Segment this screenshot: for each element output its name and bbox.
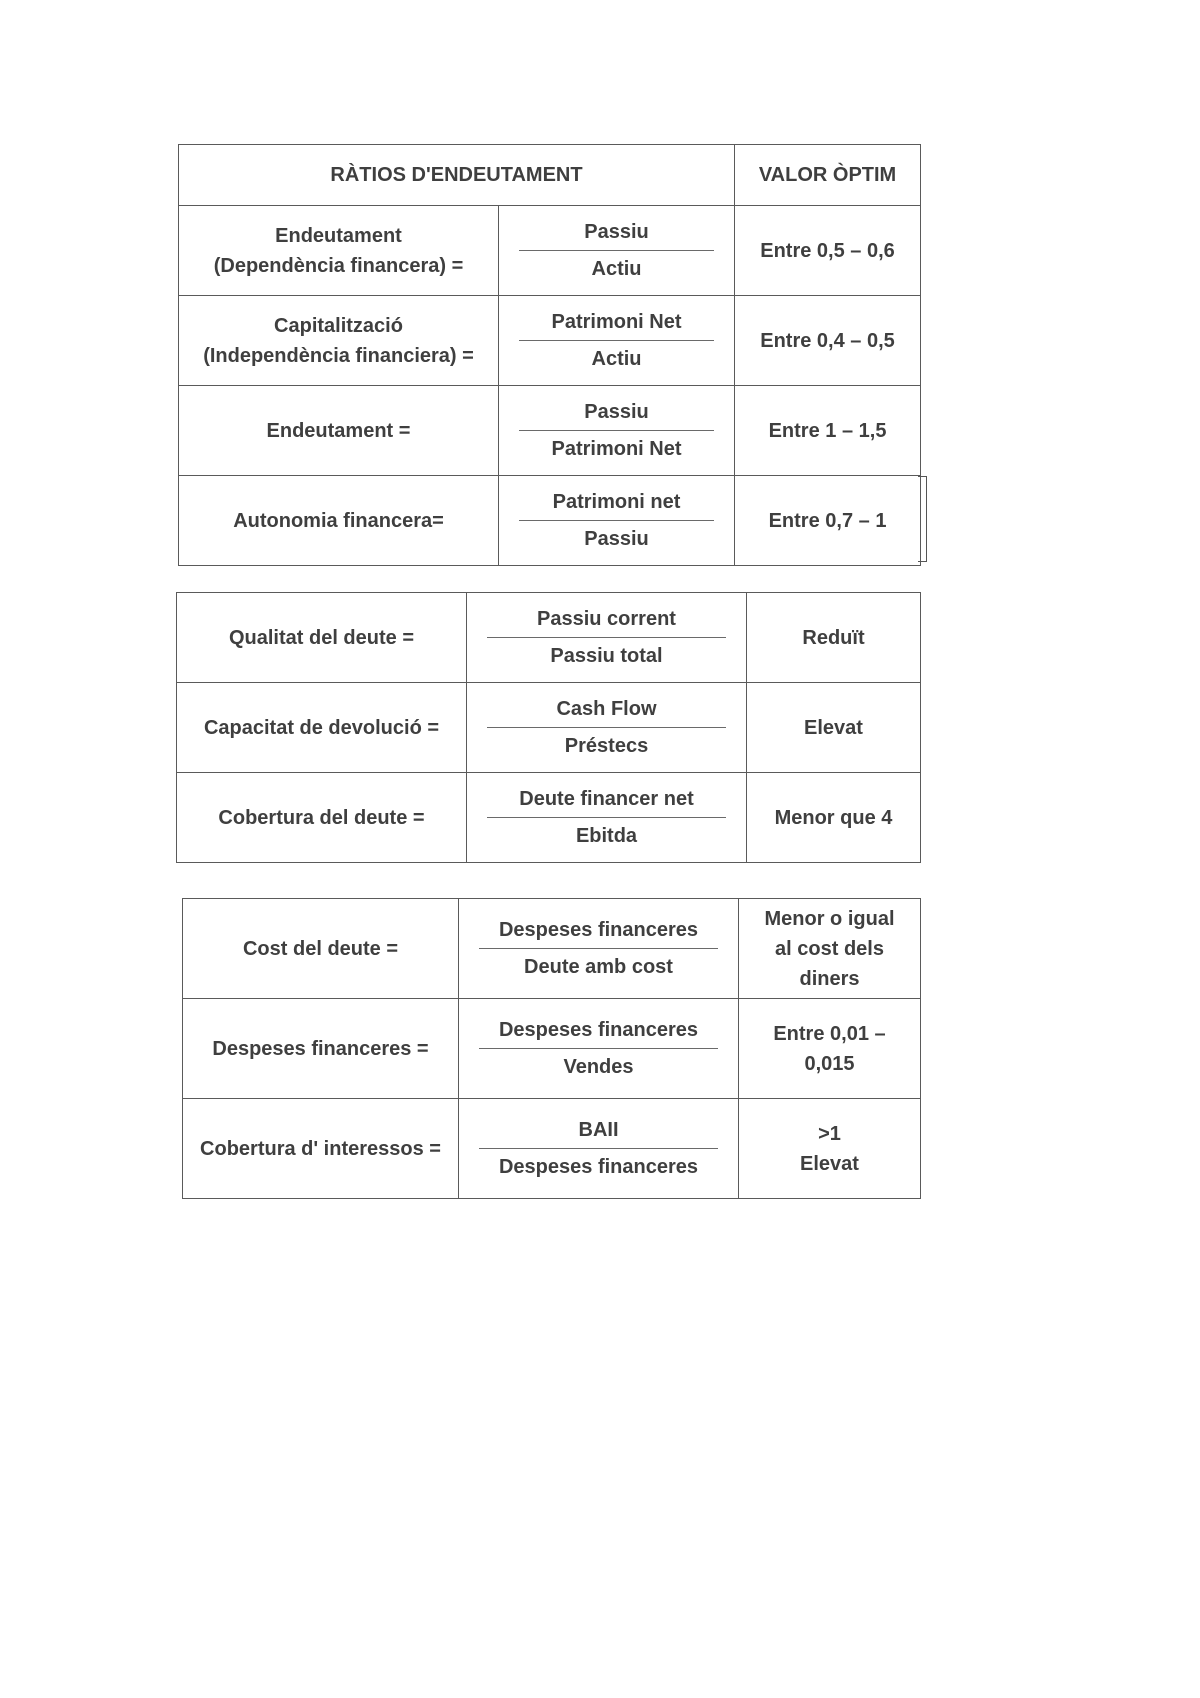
optimal-value [747, 683, 921, 773]
optimal-value-line: Entre 0,4 – 0,5 [760, 329, 895, 352]
ratio-label-line: Cobertura d' interessos = [200, 1137, 441, 1160]
optimal-value-line: >1 [818, 1122, 841, 1145]
table-row [183, 1099, 921, 1199]
ratio-label-line: Cobertura del deute = [218, 806, 425, 829]
fraction-denominator: Vendes [563, 1056, 634, 1078]
optimal-value-line: al cost dels [775, 937, 884, 960]
fraction-numerator: Patrimoni net [552, 491, 681, 513]
optimal-value-line: Elevat [804, 716, 863, 739]
fraction-denominator: Actiu [591, 258, 642, 280]
ratio-fraction [459, 899, 739, 999]
optimal-value [735, 476, 921, 566]
ratio-label-line: Endeutament = [266, 419, 411, 442]
ratio-label-line: Capacitat de devolució = [203, 716, 440, 739]
table-header-value: VALOR ÒPTIM [735, 145, 921, 206]
ratio-label-line: Qualitat del deute = [228, 626, 415, 649]
debt-ratios-table [178, 144, 921, 566]
ratio-label [183, 899, 459, 999]
optimal-value [735, 296, 921, 386]
table-row [179, 296, 921, 386]
fraction-numerator: Passiu [584, 401, 649, 423]
ratio-fraction [499, 296, 735, 386]
optimal-value-line: Entre 0,7 – 1 [768, 509, 887, 532]
table-row [183, 899, 921, 999]
table-header-row [179, 145, 921, 206]
optimal-value-line: Entre 0,5 – 0,6 [760, 239, 895, 262]
table-row [179, 386, 921, 476]
fraction-numerator: Deute financer net [519, 788, 694, 810]
ratio-label [179, 206, 499, 296]
fraction-denominator: Passiu total [550, 645, 663, 667]
fraction-numerator: BAII [578, 1119, 619, 1141]
ratio-fraction [467, 593, 747, 683]
optimal-value [739, 1099, 921, 1199]
table-row [183, 999, 921, 1099]
ratio-label [177, 773, 467, 863]
ratio-label [183, 999, 459, 1099]
ratio-fraction [459, 999, 739, 1099]
table-row [177, 683, 921, 773]
fraction-denominator: Deute amb cost [524, 956, 673, 978]
fraction-denominator: Despeses financeres [498, 1156, 698, 1178]
ratio-fraction [499, 386, 735, 476]
ratio-fraction [467, 683, 747, 773]
table-edge-bracket [918, 476, 927, 562]
optimal-value [739, 899, 921, 999]
optimal-value [735, 206, 921, 296]
ratio-label-line: (Independència financiera) = [203, 344, 474, 367]
fraction-denominator: Ebitda [575, 825, 638, 847]
optimal-value-line: Menor o igual [764, 907, 895, 930]
table-row [179, 206, 921, 296]
ratio-label-line: Cost del deute = [242, 937, 399, 960]
ratio-fraction [499, 206, 735, 296]
optimal-value-line: 0,015 [804, 1052, 855, 1075]
fraction-denominator: Préstecs [564, 735, 649, 757]
ratio-label-line: Capitalització [274, 314, 403, 337]
ratio-label [179, 296, 499, 386]
optimal-value [735, 386, 921, 476]
ratio-label [177, 593, 467, 683]
optimal-value-line: Entre 1 – 1,5 [768, 419, 887, 442]
optimal-value-line: Reduït [802, 626, 865, 649]
optimal-value-line: Menor que 4 [774, 806, 893, 829]
fraction-numerator: Passiu [584, 221, 649, 243]
ratio-label [179, 386, 499, 476]
table-header-title: RÀTIOS D'ENDEUTAMENT [179, 145, 735, 206]
fraction-numerator: Cash Flow [556, 698, 657, 720]
optimal-value [739, 999, 921, 1099]
fraction-numerator: Passiu corrent [537, 608, 676, 630]
fraction-numerator: Patrimoni Net [551, 311, 682, 333]
ratio-fraction [459, 1099, 739, 1199]
fraction-denominator: Patrimoni Net [551, 438, 682, 460]
ratio-label-line: (Dependència financera) = [213, 254, 464, 277]
optimal-value [747, 593, 921, 683]
ratio-label [177, 683, 467, 773]
ratio-fraction [499, 476, 735, 566]
optimal-value-line: diners [799, 967, 860, 990]
optimal-value [747, 773, 921, 863]
ratio-fraction [467, 773, 747, 863]
ratio-label-line: Endeutament [275, 224, 402, 247]
optimal-value-line: Entre 0,01 – [773, 1022, 886, 1045]
debt-quality-table [176, 592, 921, 863]
table-row [177, 773, 921, 863]
ratio-label [179, 476, 499, 566]
fraction-numerator: Despeses financeres [498, 1019, 698, 1041]
fraction-numerator: Despeses financeres [498, 919, 698, 941]
ratio-label-line: Despeses financeres = [212, 1037, 429, 1060]
table-row [177, 593, 921, 683]
optimal-value-line: Elevat [800, 1152, 859, 1175]
fraction-denominator: Actiu [591, 348, 642, 370]
debt-cost-table [182, 898, 921, 1199]
ratio-label-line: Autonomia financera= [233, 509, 444, 532]
fraction-denominator: Passiu [584, 528, 649, 550]
table-row [179, 476, 921, 566]
ratio-label [183, 1099, 459, 1199]
